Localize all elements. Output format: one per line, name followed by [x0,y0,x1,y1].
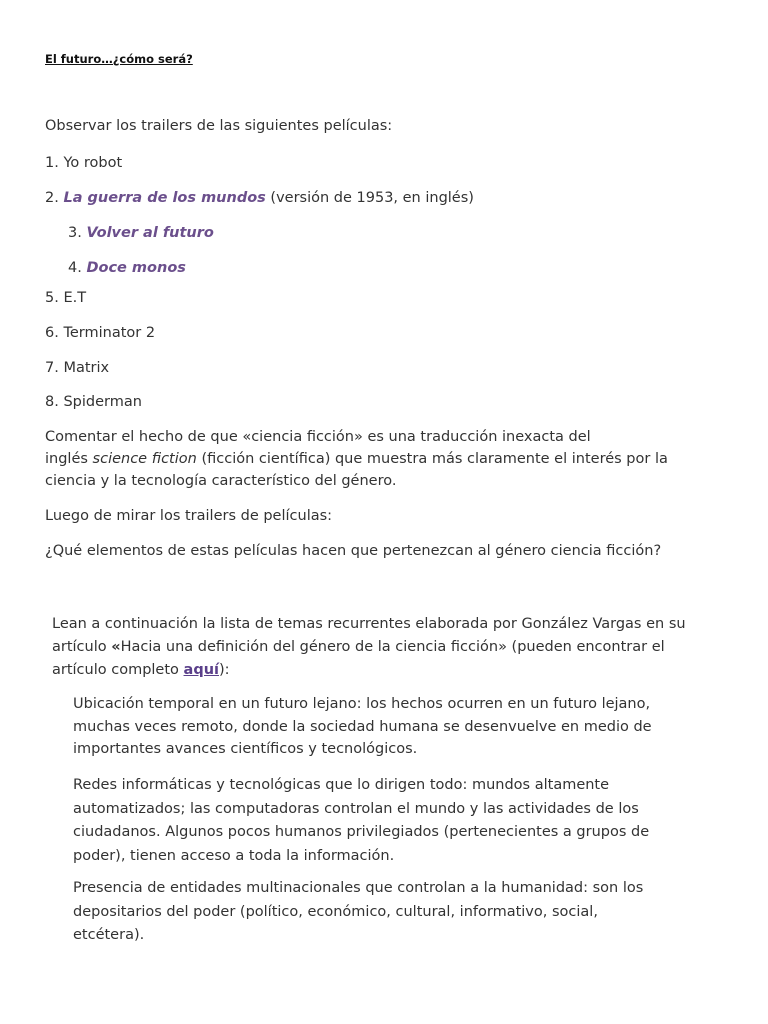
movie-link-guerra[interactable]: La guerra de los mundos [63,190,266,206]
after-text: Luego de mirar los trailers de películas: [45,508,333,524]
movie-item-4: 4. Doce monos [68,260,186,276]
theme-paragraph-3: Presencia de entidades multinacionales que controlan a la humanidad: son los depositarios del poder (político, económico, cultural, informativo, social, etcétera). [73,880,644,943]
movie-item-7: 7. Matrix [45,360,110,376]
theme-paragraph-2: Redes informáticas y tecnológicas que lo dirigen todo: mundos altamente automatizados; las computadoras controlan el mundo y las actividades de los ciudadanos. Algunos pocos humanos privilegiados (pertenecientes a grupos de poder), tienen acceso a toda la información. [73,777,650,864]
movie-item-5: 5. E.T [45,290,87,306]
movie-item-8: 8. Spiderman [45,394,142,410]
movie-link-volver[interactable]: Volver al futuro [86,225,214,241]
document-title: El futuro…¿cómo será? [45,52,193,66]
movie-item-2: 2. La guerra de los mundos (versión de 1953, en inglés) [45,190,474,206]
movie-link-doce[interactable]: Doce monos [86,260,186,276]
movie-item-6: 6. Terminator 2 [45,325,156,341]
question-text: ¿Qué elementos de estas películas hacen que pertenezcan al género ciencia ficción? [45,543,662,559]
movie-item-3: 3. Volver al futuro [68,225,214,241]
comment-paragraph: Comentar el hecho de que «ciencia ficción» es una traducción inexacta del inglés science fiction (ficción científica) que muestra más claramente el interés por la ciencia y la tecnología característico del género. [45,429,668,489]
read-paragraph: Lean a continuación la lista de temas recurrentes elaborada por González Vargas en su artículo «Hacia una definición del género de la ciencia ficción» (pueden encontrar el artículo completo aquí): [52,616,686,678]
intro-text: Observar los trailers de las siguientes películas: [45,118,393,134]
article-link[interactable]: aquí [183,662,219,678]
movie-item-1: 1. Yo robot [45,155,123,171]
theme-paragraph-1: Ubicación temporal en un futuro lejano: los hechos ocurren en un futuro lejano, muchas veces remoto, donde la sociedad humana se desenvuelve en medio de importantes avances científicos y tecnológicos. [73,696,652,757]
